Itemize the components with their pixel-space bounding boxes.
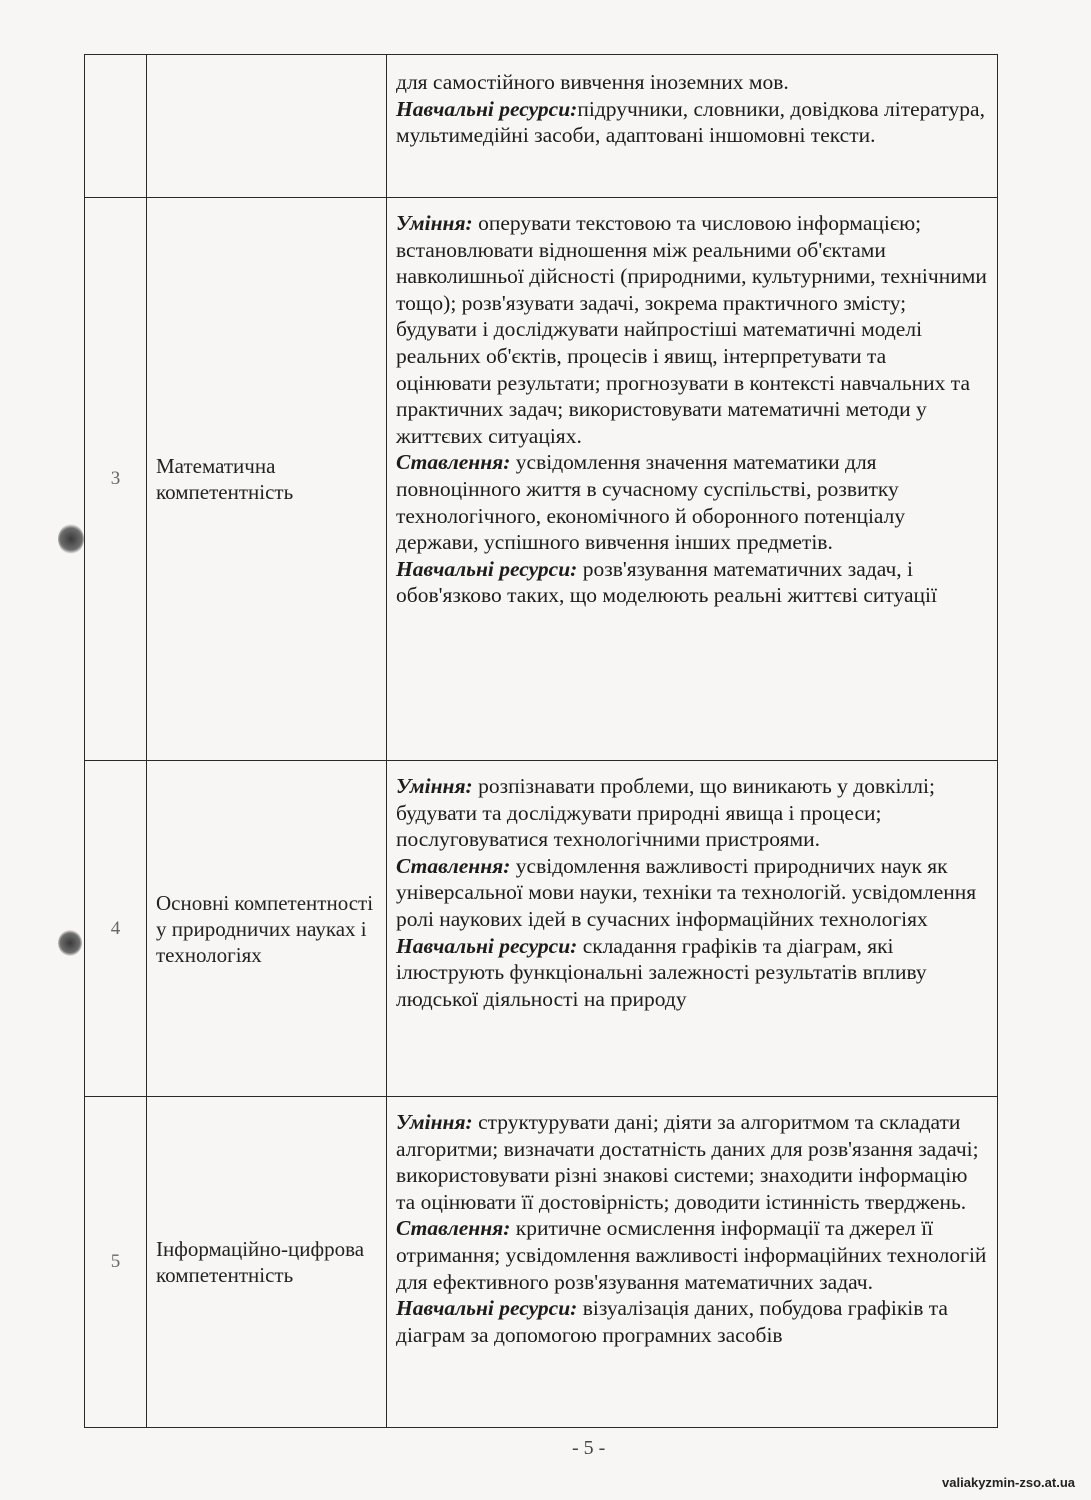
paragraph-text: усвідомлення важливості природничих наук як універсальної мови науки, техніки та технологій. усвідомлення ролі наукових ідей в сучасних інформаційних технологіях (396, 853, 977, 931)
description-paragraph (396, 1215, 987, 1295)
paragraph-label: Уміння: (396, 211, 473, 235)
page-number: - 5 - (572, 1437, 606, 1459)
description-paragraph (396, 773, 987, 853)
table-row (85, 1097, 998, 1428)
paragraph-label: Уміння: (396, 1110, 473, 1134)
description-paragraph (396, 853, 987, 933)
competency-description (387, 198, 998, 761)
paragraph-text: складання графіків та діаграм, які ілюструють функціональні залежності результатів впливу людської діяльності на природу (396, 933, 927, 1011)
paragraph-label: Ставлення: (396, 853, 511, 878)
table-row (85, 198, 998, 761)
competency-name (147, 55, 387, 198)
description-paragraph (396, 933, 987, 1013)
paragraph-label: Ставлення: (396, 1216, 511, 1241)
description-paragraph (396, 449, 987, 555)
table-row (85, 55, 998, 198)
competency-name: Інформаційно-цифрова компетентність (147, 1097, 387, 1428)
competency-description (387, 1097, 998, 1428)
paragraph-label: Навчальні ресурси: (396, 96, 578, 121)
row-number: 3 (85, 198, 147, 761)
paragraph-label: Уміння: (396, 774, 473, 798)
competency-description (387, 761, 998, 1097)
competency-name: Математична компетентність (147, 198, 387, 761)
paragraph-label: Навчальні ресурси: (396, 556, 578, 581)
paragraph-text: для самостійного вивчення іноземних мов. (396, 70, 789, 94)
paragraph-text: підручники, словники, довідкова література, мультимедійні засоби, адаптовані іншомовні тексти. (396, 96, 985, 148)
paragraph-text: критичне осмислення інформації та джерел її отримання; усвідомлення важливості інформаційних технологій для ефективного розв'язування математичних задач. (396, 1216, 987, 1294)
description-paragraph (396, 556, 987, 609)
description-paragraph (396, 1109, 987, 1215)
row-number: 4 (85, 761, 147, 1097)
watermark: valiakyzmin-zso.at.ua (942, 1475, 1075, 1490)
row-number: 5 (85, 1097, 147, 1428)
paragraph-text: структурувати дані; діяти за алгоритмом та складати алгоритми; визначати достатність даних для розв'язання задачі; використовувати різні знакові системи; знаходити інформацію та оцінювати її достовірність; доводити істинність тверджень. (396, 1110, 979, 1214)
punch-hole-top (58, 524, 84, 554)
competency-name: Основні компетентності у природничих науках і технологіях (147, 761, 387, 1097)
description-paragraph (396, 96, 987, 149)
paragraph-label: Навчальні ресурси: (396, 933, 578, 958)
paragraph-label: Навчальні ресурси: (396, 1296, 578, 1321)
description-paragraph (396, 210, 987, 449)
table-row (85, 761, 998, 1097)
paragraph-label: Ставлення: (396, 450, 511, 475)
paragraph-text: оперувати текстовою та числовою інформацією; встановлювати відношення між реальними об'єктами навколишньої дійсності (природними, культурними, технічними тощо); розв'язувати задачі, зокрема практичного змісту; будувати і досліджувати найпростіші математичні моделі реальних об'єктів, процесів і явищ, інтерпретувати та оцінювати результати; прогнозувати в контексті навчальних та практичних задач; використовувати математичні методи у життєвих ситуаціях. (396, 211, 987, 448)
description-paragraph (396, 1295, 987, 1348)
description-paragraph (396, 69, 987, 96)
competencies-table (84, 54, 998, 1428)
paragraph-text: розпізнавати проблеми, що виникають у довкіллі; будувати та досліджувати природні явища і процеси; послуговуватися технологічними пристроями. (396, 774, 935, 852)
paragraph-text: усвідомлення значення математики для повноцінного життя в сучасному суспільстві, розвитку технологічного, економічного й оборонного потенціалу держави, успішного вивчення інших предметів. (396, 450, 906, 555)
row-number (85, 55, 147, 198)
punch-hole-bottom (58, 930, 82, 956)
paragraph-text: розв'язування математичних задач, і обов'язково таких, що моделюють реальні життєві ситуації (396, 556, 937, 608)
paragraph-text: візуалізація даних, побудова графіків та діаграм за допомогою програмних засобів (396, 1296, 948, 1347)
competency-description (387, 55, 998, 198)
